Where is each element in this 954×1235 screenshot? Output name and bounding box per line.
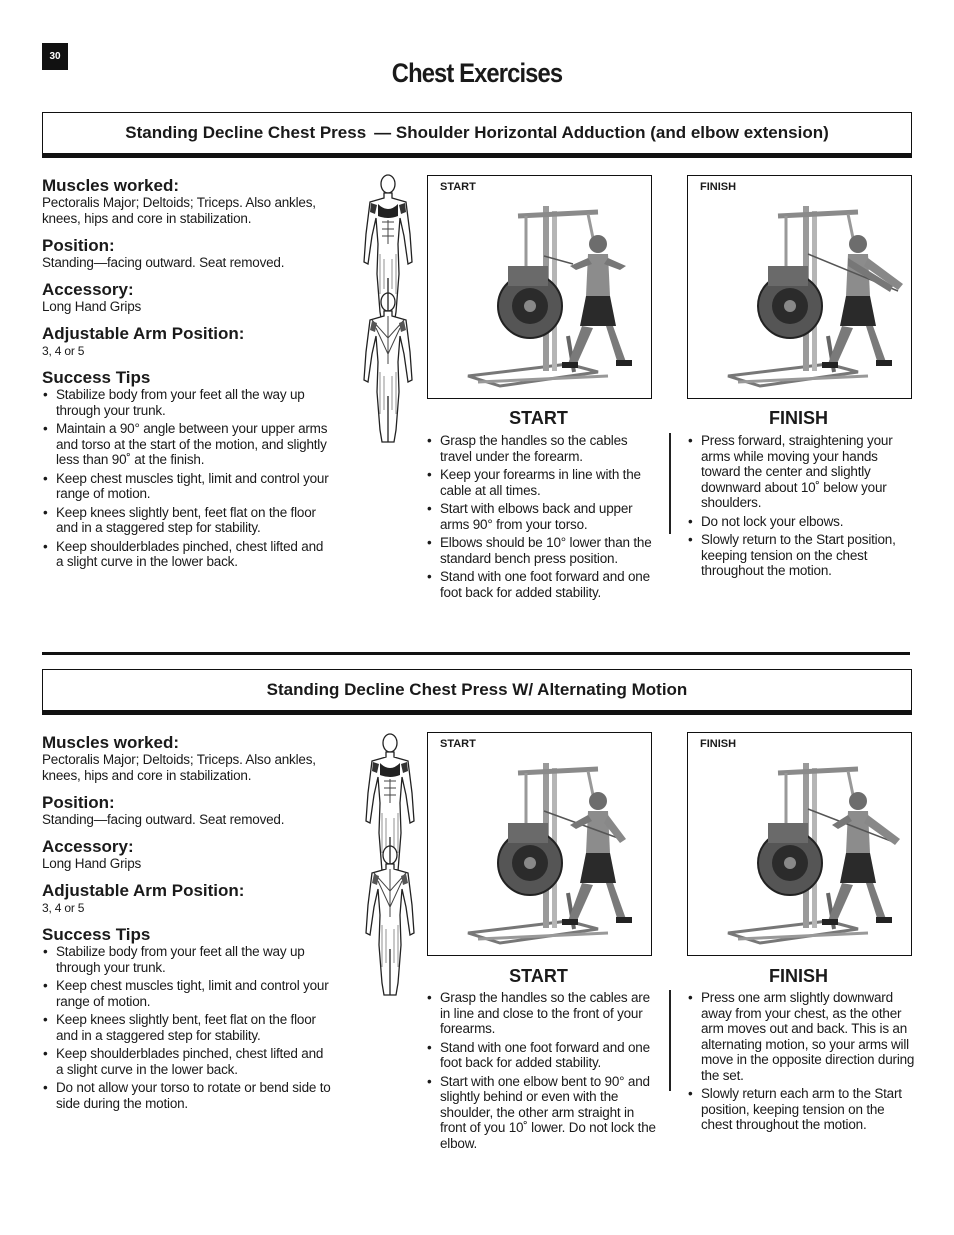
finish-photo <box>687 732 912 956</box>
arm-position-text: 3, 4 or 5 <box>42 344 85 358</box>
accessory-text: Long Hand Grips <box>42 856 142 871</box>
position-text: Standing—facing outward. Seat removed. <box>42 255 285 270</box>
exercise-title: Standing Decline Chest Press <box>125 123 367 142</box>
accessory-label: Accessory: <box>42 837 134 856</box>
start-instructions <box>426 433 662 603</box>
list-item: • Keep chest muscles tight, limit and control your range of motion. <box>42 978 332 1009</box>
page-number: 30 <box>42 43 68 70</box>
success-tips-list <box>42 944 332 1111</box>
list-item: • Stand with one foot forward and one foot back for added stability. <box>426 569 662 600</box>
exercise-header <box>42 669 912 715</box>
exercise-details <box>42 176 332 573</box>
arm-position-label: Adjustable Arm Position: <box>42 881 245 900</box>
arm-position-text: 3, 4 or 5 <box>42 901 85 915</box>
list-item: • Keep chest muscles tight, limit and control your range of motion. <box>42 471 332 502</box>
finish-photo-tag: FINISH <box>700 181 737 193</box>
list-item: • Press one arm slightly downward away from your chest, as the other arm moves out and back. This is an alternating motion, so your arms will move in the opposite direction during the set. <box>687 990 915 1083</box>
list-item: • Slowly return to the Start position, keeping tension on the chest throughout the motion. <box>687 532 915 579</box>
start-photo <box>427 732 652 956</box>
list-item: • Grasp the handles so the cables travel under the forearm. <box>426 433 662 464</box>
page-title: Chest Exercises <box>391 58 563 88</box>
finish-instructions <box>687 990 915 1136</box>
list-item: • Keep knees slightly bent, feet flat on the floor and in a staggered step for stability. <box>42 505 332 536</box>
list-item: • Keep shoulderblades pinched, chest lifted and a slight curve in the lower back. <box>42 539 332 570</box>
muscles-text: Pectoralis Major; Deltoids; Triceps. Also ankles, knees, hips and core in stabilization. <box>42 195 316 226</box>
exercise-title: Standing Decline Chest Press W/ Alternating Motion <box>266 680 688 699</box>
list-item: • Start with one elbow bent to 90° and slightly behind or even with the shoulder, the other arm straight in front of you 10˚ lower. Do not lock the elbow. <box>426 1074 660 1152</box>
muscle-diagram-back <box>360 845 420 997</box>
list-item: • Maintain a 90° angle between your upper arms and torso at the start of the motion, and slightly less than 90˚ at the finish. <box>42 421 332 468</box>
start-photo-tag: START <box>440 181 476 193</box>
start-photo <box>427 175 652 399</box>
exercise-photo-illustration <box>428 733 651 955</box>
list-item: • Slowly return each arm to the Start position, keeping tension on the chest throughout the motion. <box>687 1086 915 1133</box>
section-divider <box>42 652 910 655</box>
exercise-photo-illustration <box>688 733 911 955</box>
column-divider <box>669 433 671 534</box>
finish-heading: FINISH <box>768 408 828 428</box>
list-item: • Do not lock your elbows. <box>687 514 915 530</box>
muscles-text: Pectoralis Major; Deltoids; Triceps. Also ankles, knees, hips and core in stabilization. <box>42 752 316 783</box>
exercise-photo-illustration <box>688 176 911 398</box>
list-item: • Press forward, straightening your arms while moving your hands toward the center and slightly downward about 10˚ below your shoulders. <box>687 433 915 511</box>
list-item: • Stabilize body from your feet all the way up through your trunk. <box>42 944 332 975</box>
muscle-diagram-back <box>358 292 418 444</box>
start-instructions <box>426 990 660 1154</box>
finish-instructions <box>687 433 915 582</box>
muscles-label: Muscles worked: <box>42 733 179 752</box>
position-label: Position: <box>42 236 115 255</box>
success-tips-label: Success Tips <box>42 368 151 387</box>
finish-heading: FINISH <box>768 966 828 986</box>
list-item: • Keep your forearms in line with the cable at all times. <box>426 467 662 498</box>
start-heading: START <box>509 966 568 986</box>
exercise-details <box>42 733 332 1114</box>
list-item: • Grasp the handles so the cables are in line and close to the front of your forearms. <box>426 990 660 1037</box>
list-item: • Stabilize body from your feet all the way up through your trunk. <box>42 387 332 418</box>
position-label: Position: <box>42 793 115 812</box>
arm-position-label: Adjustable Arm Position: <box>42 324 245 343</box>
list-item: • Elbows should be 10° lower than the standard bench press position. <box>426 535 662 566</box>
start-heading: START <box>509 408 568 428</box>
list-item: • Keep knees slightly bent, feet flat on the floor and in a staggered step for stability. <box>42 1012 332 1043</box>
list-item: • Stand with one foot forward and one foot back for added stability. <box>426 1040 660 1071</box>
column-divider <box>669 990 671 1091</box>
accessory-text: Long Hand Grips <box>42 299 142 314</box>
accessory-label: Accessory: <box>42 280 134 299</box>
list-item: • Start with elbows back and upper arms 90° from your torso. <box>426 501 662 532</box>
start-photo-tag: START <box>440 738 476 750</box>
exercise-subtitle: — Shoulder Horizontal Adduction (and elbow extension) <box>374 123 829 142</box>
list-item: • Keep shoulderblades pinched, chest lifted and a slight curve in the lower back. <box>42 1046 332 1077</box>
list-item: • Do not allow your torso to rotate or bend side to side during the motion. <box>42 1080 332 1111</box>
success-tips-label: Success Tips <box>42 925 151 944</box>
success-tips-list <box>42 387 332 570</box>
exercise-header <box>42 112 912 158</box>
finish-photo-tag: FINISH <box>700 738 737 750</box>
muscles-label: Muscles worked: <box>42 176 179 195</box>
position-text: Standing—facing outward. Seat removed. <box>42 812 285 827</box>
finish-photo <box>687 175 912 399</box>
exercise-photo-illustration <box>428 176 651 398</box>
